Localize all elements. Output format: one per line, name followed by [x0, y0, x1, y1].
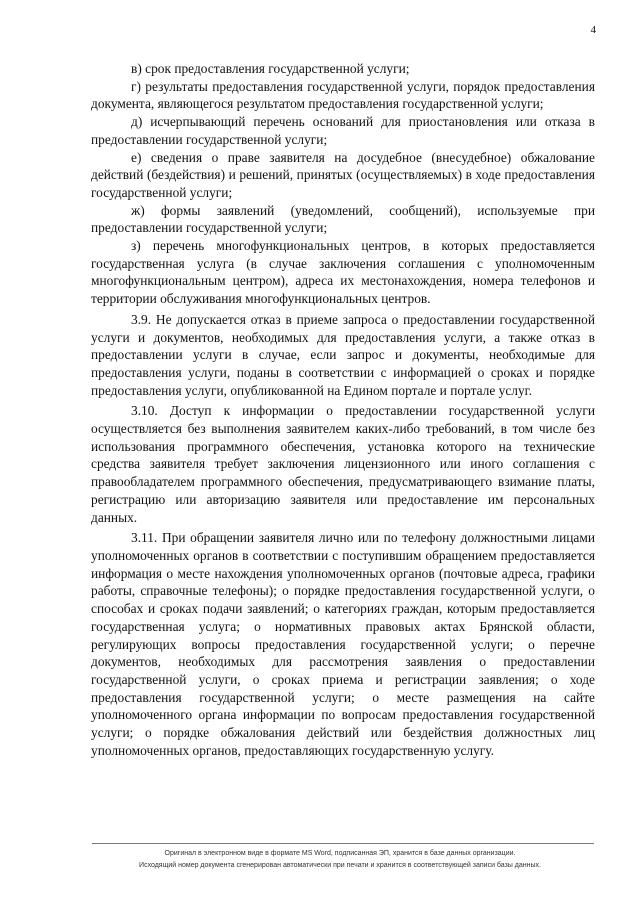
- page-number: 4: [590, 24, 596, 36]
- paragraph-zh: ж) формы заявлений (уведомлений, сообщений), используемые при предоставлении государственной услуги;: [91, 202, 595, 236]
- footer-line-original: Оригинал в электронном виде в формате MS Word, подписанная ЭП, хранится в базе данных организации.: [164, 850, 516, 857]
- paragraph-z: з) перечень многофункциональных центров, в которых предоставляется государственная услуга (в случае заключения соглашения с уполномоченным многофункциональным центром), адреса их местонахождения, номера телефонов и территории обслуживания многофункциональных центров.: [91, 238, 595, 307]
- paragraph-v: в) срок предоставления государственной услуги;: [131, 61, 410, 76]
- paragraph-d: д) исчерпывающий перечень оснований для приостановления или отказа в предоставлении государственной услуги;: [91, 114, 595, 147]
- clause-3-10: 3.10. Доступ к информации о предоставлении государственной услуги осуществляется без выполнения заявителем каких-либо требований, в том числе без использования программного обеспечения, установка которого на технические средства заявителя требует заключения лицензионного или иного соглашения с правообладателем программного обеспечения, предусматривающего взимание платы, регистрацию или авторизацию заявителя или предоставление им персональных данных.: [91, 403, 595, 525]
- document-body: [91, 60, 595, 759]
- footer-line-outgoing-number: Исходящий номер документа сгенерирован автоматически при печати и хранится в соответствующей записи базы данных.: [139, 862, 541, 869]
- paragraph-e: е) сведения о праве заявителя на досудебное (внесудебное) обжалование действий (бездействия) и решений, принятых (осуществляемых) в ходе предоставления государственной услуги;: [91, 149, 595, 200]
- clause-3-9: 3.9. Не допускается отказ в приеме запроса о предоставлении государственной услуги и документов, необходимых для предоставления услуги, а также отказ в предоставлении услуги в случае, если запрос и документы, необходимые для предоставления услуги, поданы в соответствии с информацией о сроках и порядке предоставления услуги, опубликованной на Едином портале и портале услуг.: [91, 311, 595, 398]
- clause-3-11: 3.11. При обращении заявителя лично или по телефону должностными лицами уполномоченных органов в соответствии с поступившим обращением предоставляется информация о месте нахождения уполномоченных органов (почтовые адреса, графики работы, справочные телефоны); о порядке предоставления государственной услуги, о способах и сроках подачи заявлений; о категориях граждан, которым предоставляется государственная услуга; о нормативных правовых актах Брянской области, регулирующих вопросы предоставления государственной услуги; о перечне документов, необходимых для рассмотрения заявления о предоставлении государственной услуги, о сроках приема и регистрации заявления; о ходе предоставления государственной услуги; о месте размещения на сайте уполномоченного органа информации по вопросам предоставления государственной услуги; о порядке обжалования действий или бездействия должностных лиц уполномоченных органов, предоставляющих государственную услугу.: [91, 530, 595, 758]
- footer-divider: [92, 843, 594, 844]
- footer-note: [40, 848, 640, 872]
- paragraph-g: г) результаты предоставления государственной услуги, порядок предоставления документа, являющегося результатом предоставления государственной услуги;: [91, 78, 595, 112]
